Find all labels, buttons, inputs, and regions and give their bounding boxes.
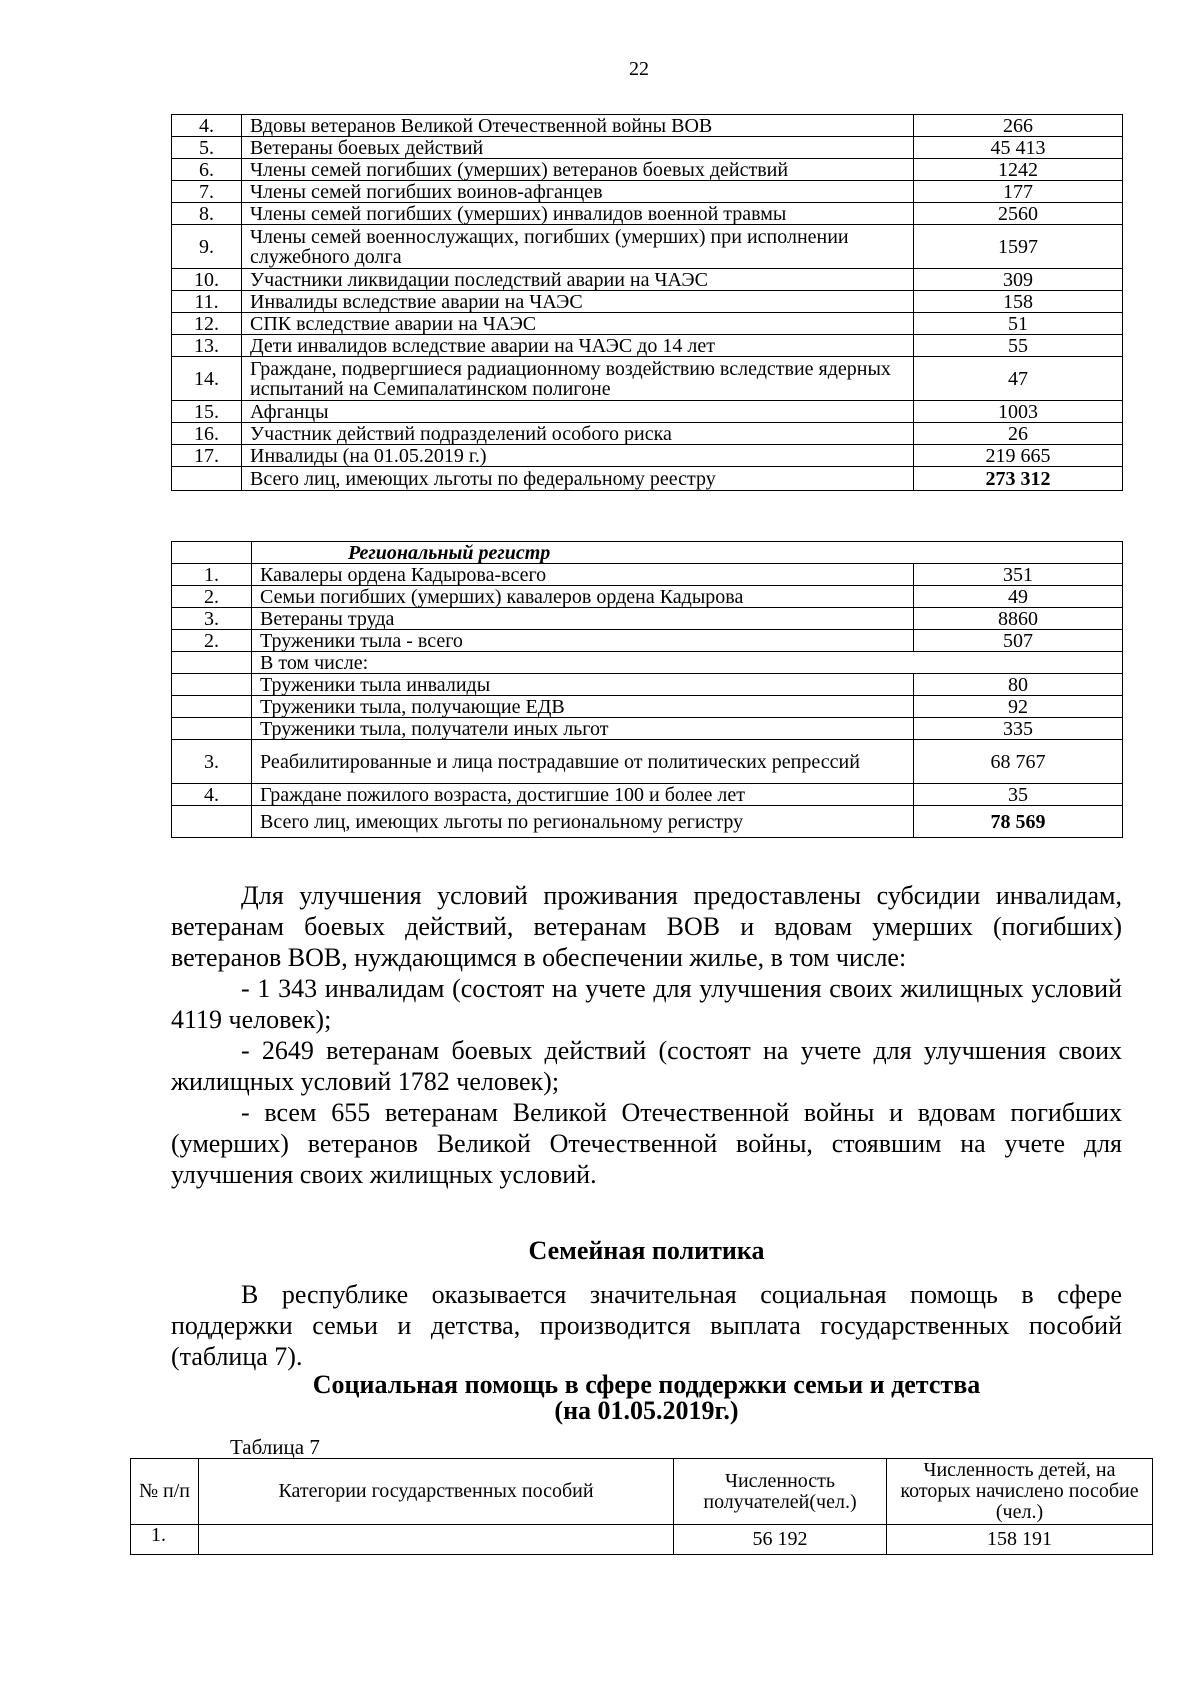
family-policy-heading: Семейная политика bbox=[528, 1236, 765, 1265]
row-value: 1597 bbox=[914, 225, 1123, 269]
row-number: 17. bbox=[172, 445, 242, 467]
housing-item-2: - 2649 ветеранам боевых действий (состоят на учете для улучшения своих жилищных условий 1782 человек); bbox=[171, 1036, 1122, 1096]
row-label: Труженики тыла, получатели иных льгот bbox=[252, 718, 914, 740]
row-label: Участники ликвидации последствий аварии на ЧАЭС bbox=[242, 269, 914, 291]
table-row bbox=[172, 718, 1123, 740]
row-value: 26 bbox=[914, 423, 1123, 445]
row-label: Труженики тыла инвалиды bbox=[252, 674, 914, 696]
row-label: Афганцы bbox=[242, 401, 914, 423]
row-label: Труженики тыла - всего bbox=[252, 630, 914, 652]
row-label: Инвалиды вследствие аварии на ЧАЭС bbox=[242, 291, 914, 313]
row-number: 11. bbox=[172, 291, 242, 313]
row-value: 49 bbox=[914, 586, 1123, 608]
table-row bbox=[172, 115, 1123, 137]
total-label: Всего лиц, имеющих льготы по региональному регистру bbox=[252, 806, 914, 838]
table-row bbox=[172, 652, 1123, 674]
row-number bbox=[172, 718, 252, 740]
row-label: СПК вследствие аварии на ЧАЭС bbox=[242, 313, 914, 335]
row-label: Граждане, подвергшиеся радиационному воздействию вследствие ядерных испытаний на Семипалатинском полигоне bbox=[242, 357, 914, 401]
header-category: Категории государственных пособий bbox=[199, 1459, 674, 1525]
table-row bbox=[172, 313, 1123, 335]
table-caption: Таблица 7 bbox=[230, 1435, 320, 1459]
table-row bbox=[131, 1525, 1153, 1555]
total-value: 78 569 bbox=[914, 806, 1123, 838]
row-number: 13. bbox=[172, 335, 242, 357]
row-number: 2. bbox=[172, 586, 252, 608]
row-number: 9. bbox=[172, 225, 242, 269]
row-number: 16. bbox=[172, 423, 242, 445]
family-paragraph-block bbox=[171, 1279, 1122, 1372]
row-category bbox=[199, 1525, 674, 1555]
table-row bbox=[172, 586, 1123, 608]
table-row bbox=[172, 357, 1123, 401]
table-row bbox=[172, 423, 1123, 445]
header-num: № п/п bbox=[131, 1459, 199, 1525]
row-label: Вдовы ветеранов Великой Отечественной войны ВОВ bbox=[242, 115, 914, 137]
row-label: Члены семей военнослужащих, погибших (умерших) при исполнении служебного долга bbox=[242, 225, 914, 269]
housing-intro: Для улучшения условий проживания предоставлены субсидии инвалидам, ветеранам боевых действий, ветеранам ВОВ и вдовам умерших (погибших) ветеранов ВОВ, нуждающимся в обеспечении жилье, в том числе: bbox=[171, 881, 1122, 972]
total-row bbox=[172, 467, 1123, 491]
total-label: Всего лиц, имеющих льготы по федеральному реестру bbox=[242, 467, 914, 491]
row-value: 219 665 bbox=[914, 445, 1123, 467]
row-number: 1. bbox=[131, 1525, 199, 1555]
row-label: Труженики тыла, получающие ЕДВ bbox=[252, 696, 914, 718]
row-value: 47 bbox=[914, 357, 1123, 401]
family-paragraph: В республике оказывается значительная социальная помощь в сфере поддержки семьи и детства, производится выплата государственных пособий (таблица 7). bbox=[171, 1280, 1122, 1371]
total-row bbox=[172, 806, 1123, 838]
housing-item-1: - 1 343 инвалидам (состоят на учете для улучшения своих жилищных условий 4119 человек); bbox=[171, 974, 1122, 1034]
row-value: 68 767 bbox=[914, 740, 1123, 784]
table-row bbox=[172, 401, 1123, 423]
housing-item-3: - всем 655 ветеранам Великой Отечественной войны и вдовам погибших (умерших) ветеранов Великой Отечественной войны, стоявшим на учете для улучшения своих жилищных условий. bbox=[171, 1098, 1122, 1189]
table-header-row bbox=[172, 542, 1123, 564]
row-number: 7. bbox=[172, 181, 242, 203]
table-row bbox=[172, 159, 1123, 181]
header-children: Численность детей, на которых начислено пособие (чел.) bbox=[887, 1459, 1153, 1525]
row-value: 35 bbox=[914, 784, 1123, 806]
table-row bbox=[172, 564, 1123, 586]
row-value: 55 bbox=[914, 335, 1123, 357]
row-label: Члены семей погибших (умерших) инвалидов военной травмы bbox=[242, 203, 914, 225]
row-recipients: 56 192 bbox=[674, 1525, 887, 1555]
row-number bbox=[172, 652, 252, 674]
table-row bbox=[172, 203, 1123, 225]
row-value: 51 bbox=[914, 313, 1123, 335]
row-number bbox=[172, 674, 252, 696]
table-row bbox=[172, 696, 1123, 718]
row-label: Граждане пожилого возраста, достигшие 100 и более лет bbox=[252, 784, 914, 806]
row-number: 1. bbox=[172, 564, 252, 586]
row-value: 80 bbox=[914, 674, 1123, 696]
page-number: 22 bbox=[629, 58, 649, 80]
total-number-cell bbox=[172, 806, 252, 838]
row-number: 3. bbox=[172, 608, 252, 630]
total-number-cell bbox=[172, 467, 242, 491]
row-number: 15. bbox=[172, 401, 242, 423]
table-row bbox=[172, 181, 1123, 203]
row-number: 12. bbox=[172, 313, 242, 335]
row-value: 335 bbox=[914, 718, 1123, 740]
row-number: 2. bbox=[172, 630, 252, 652]
regional-register-table bbox=[171, 541, 1123, 838]
row-number: 3. bbox=[172, 740, 252, 784]
row-value: 177 bbox=[914, 181, 1123, 203]
row-value: 92 bbox=[914, 696, 1123, 718]
row-label: Ветераны труда bbox=[252, 608, 914, 630]
row-number: 6. bbox=[172, 159, 242, 181]
row-label: Реабилитированные и лица пострадавшие от политических репрессий bbox=[252, 740, 914, 784]
row-value: 1003 bbox=[914, 401, 1123, 423]
table-row bbox=[172, 784, 1123, 806]
row-value: 158 bbox=[914, 291, 1123, 313]
row-value: 1242 bbox=[914, 159, 1123, 181]
table-row bbox=[172, 335, 1123, 357]
row-number: 4. bbox=[172, 784, 252, 806]
regional-header: Региональный регистр bbox=[252, 542, 1123, 564]
table-row bbox=[172, 269, 1123, 291]
table7-title bbox=[171, 1372, 1122, 1424]
row-number: 4. bbox=[172, 115, 242, 137]
total-value: 273 312 bbox=[914, 467, 1123, 491]
row-label: Члены семей погибших (умерших) ветеранов боевых действий bbox=[242, 159, 914, 181]
table-row bbox=[172, 608, 1123, 630]
row-value: 8860 bbox=[914, 608, 1123, 630]
table-header-row bbox=[131, 1459, 1153, 1525]
table-row bbox=[172, 630, 1123, 652]
row-label: Члены семей погибших воинов-афганцев bbox=[242, 181, 914, 203]
row-label: Инвалиды (на 01.05.2019 г.) bbox=[242, 445, 914, 467]
table7-title-line1: Социальная помощь в сфере поддержки семьи и детства bbox=[312, 1370, 981, 1399]
row-value: 266 bbox=[914, 115, 1123, 137]
federal-register-table bbox=[171, 114, 1123, 491]
table-row bbox=[172, 740, 1123, 784]
row-number bbox=[172, 696, 252, 718]
row-value: 45 413 bbox=[914, 137, 1123, 159]
table-row bbox=[172, 137, 1123, 159]
table-row bbox=[172, 445, 1123, 467]
row-label: Кавалеры ордена Кадырова-всего bbox=[252, 564, 914, 586]
header-recipients: Численность получателей(чел.) bbox=[674, 1459, 887, 1525]
row-value: 309 bbox=[914, 269, 1123, 291]
table-row bbox=[172, 674, 1123, 696]
table7-title-line2: (на 01.05.2019г.) bbox=[554, 1396, 739, 1425]
row-number: 14. bbox=[172, 357, 242, 401]
housing-paragraphs bbox=[171, 880, 1122, 1190]
row-label: Семьи погибших (умерших) кавалеров ордена Кадырова bbox=[252, 586, 914, 608]
row-value: 507 bbox=[914, 630, 1123, 652]
row-value: 351 bbox=[914, 564, 1123, 586]
table7 bbox=[130, 1458, 1153, 1555]
row-label: Ветераны боевых действий bbox=[242, 137, 914, 159]
row-label: Участник действий подразделений особого риска bbox=[242, 423, 914, 445]
row-number: 5. bbox=[172, 137, 242, 159]
row-number: 10. bbox=[172, 269, 242, 291]
table-row bbox=[172, 291, 1123, 313]
row-label: В том числе: bbox=[252, 652, 1123, 674]
row-value: 2560 bbox=[914, 203, 1123, 225]
row-label: Дети инвалидов вследствие аварии на ЧАЭС до 14 лет bbox=[242, 335, 914, 357]
table-row bbox=[172, 225, 1123, 269]
header-empty-cell bbox=[172, 542, 252, 564]
row-children: 158 191 bbox=[887, 1525, 1153, 1555]
row-number: 8. bbox=[172, 203, 242, 225]
